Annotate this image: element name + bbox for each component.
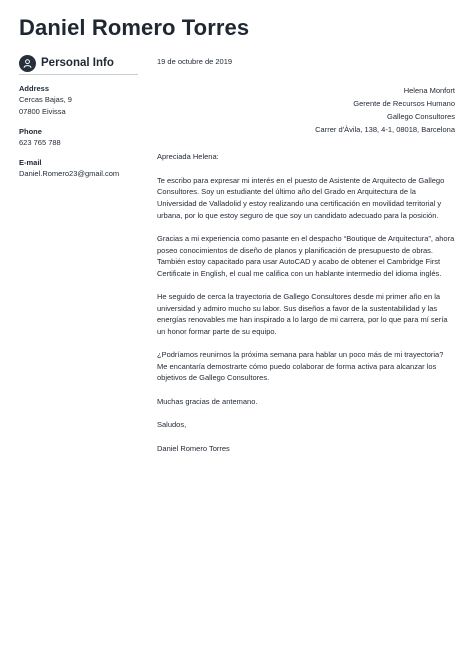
signature-name: Daniel Romero Torres xyxy=(157,443,230,453)
recipient-company: Gallego Consultores xyxy=(387,112,455,122)
email-label: E-mail xyxy=(19,158,42,167)
sidebar xyxy=(19,53,138,180)
paragraph: Gracias a mi experiencia como pasante en el despacho “Boutique de Arquitectura”, ahora poseo conocimientos de diseño de planos y planificación de presupuesto de obras. También estoy capacitado para usar AutoCAD y acabo de obtener el Cambridge First Certificate in English, el cual me califica con un hablante intermedio del idioma inglés. xyxy=(157,233,455,278)
personal-info-header xyxy=(19,53,138,73)
recipient-title: Gerente de Recursos Humano xyxy=(353,99,455,109)
salutation: Apreciada Helena: xyxy=(157,152,219,162)
user-icon xyxy=(19,55,36,72)
address-block xyxy=(19,83,138,118)
recipient-block xyxy=(157,84,455,136)
address-label: Address xyxy=(19,84,50,93)
section-title: Personal Info xyxy=(41,57,114,69)
applicant-name: Daniel Romero Torres xyxy=(19,15,250,40)
paragraph: He seguido de cerca la trayectoria de Gallego Consultores desde mi primer año en la universidad y admiro mucho su labor. Sus diseños a favor de la sustentabilidad y las energías renovables me han inspirado a lo largo de mi carrera, por lo que para mí sería un honor formar parte de su equipo. xyxy=(157,292,448,336)
cover-letter xyxy=(157,56,455,454)
closing: Saludos, xyxy=(157,420,187,430)
thanks-line: Muchas gracias de antemano. xyxy=(157,396,258,406)
email-value: Daniel.Romero23@gmail.com xyxy=(19,169,120,178)
recipient-name: Helena Monfort xyxy=(403,86,455,95)
phone-block xyxy=(19,126,138,149)
section-divider xyxy=(19,74,138,75)
recipient-address: Carrer d'Àvila, 138, 4-1, 08018, Barcelona xyxy=(315,125,455,135)
phone-label: Phone xyxy=(19,127,42,136)
email-block xyxy=(19,157,138,180)
address-line-2: 07800 Eivissa xyxy=(19,107,66,116)
letter-date: 19 de octubre de 2019 xyxy=(157,57,233,66)
paragraph: Te escribo para expresar mi interés en el puesto de Asistente de Arquitecto de Gallego Consultores. Soy un estudiante del último año del Grado en Arquitectura de la Universidad de Valladolid y estoy realizando una certificación en movilidad territorial y urbana, por lo que estoy seguro de que soy un candidato adecuado para la posición. xyxy=(157,175,445,220)
phone-value: 623 765 788 xyxy=(19,138,61,147)
paragraph: ¿Podríamos reunirnos la próxima semana para hablar un poco más de mi trayectoria? Me encantaría demostrarte cómo puedo colaborar de forma activa para alcanzar los objetivos de Gallego Consultores. xyxy=(157,350,444,383)
address-line-1: Cercas Bajas, 9 xyxy=(19,95,72,104)
